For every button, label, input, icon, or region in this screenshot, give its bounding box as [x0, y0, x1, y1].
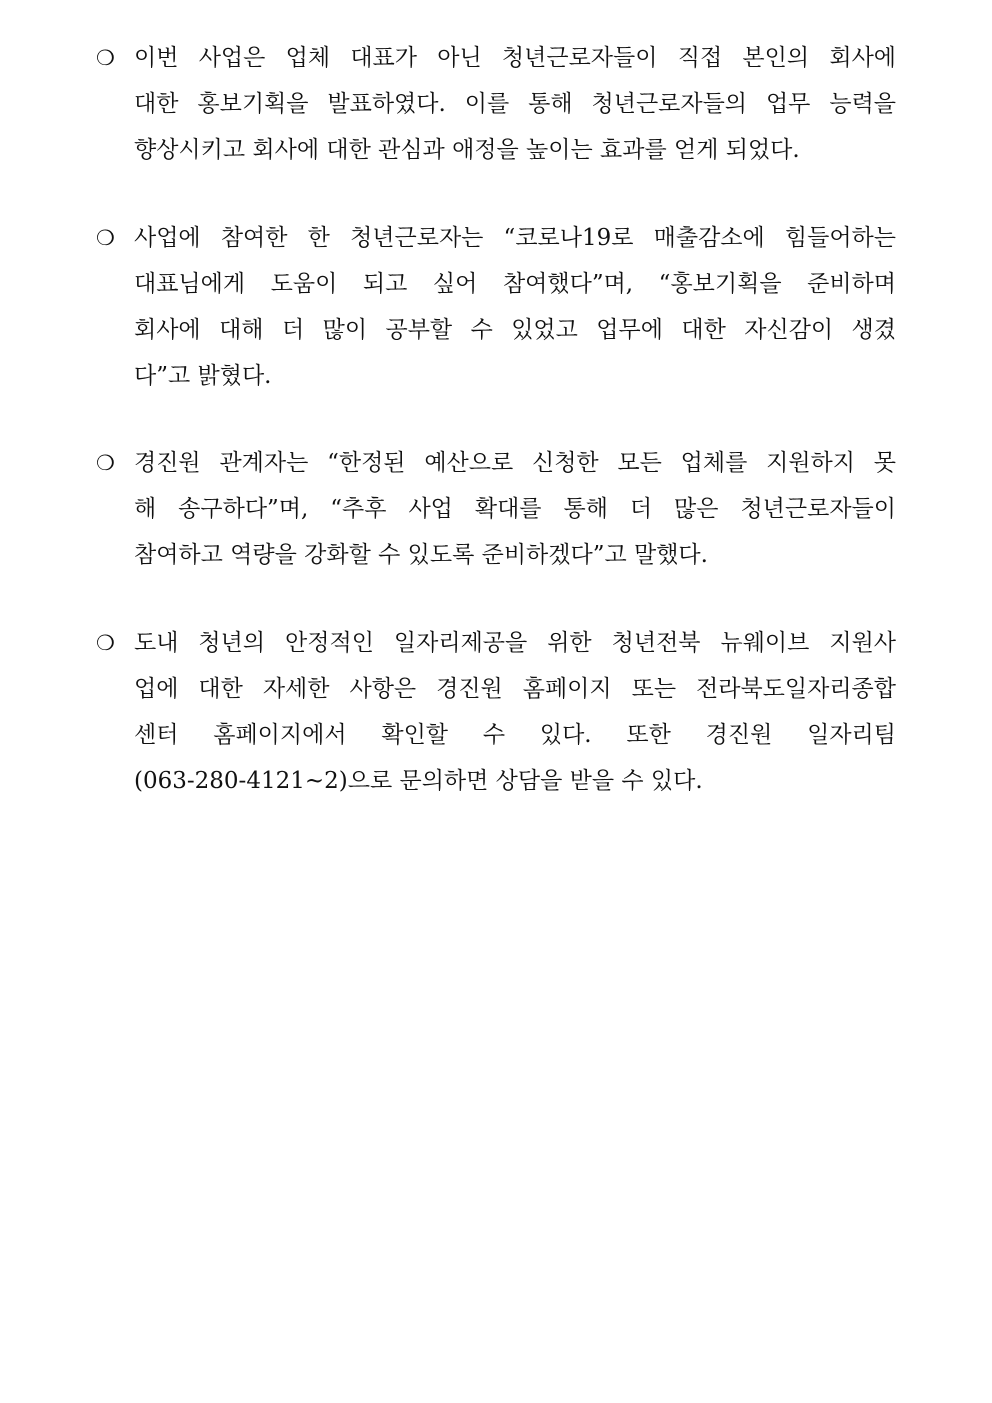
- circle-bullet-icon: ❍: [96, 451, 115, 475]
- paragraph-3: [96, 440, 896, 578]
- paragraph-line: 회사에 대해 더 많이 공부할 수 있었고 업무에 대한 자신감이 생겼: [134, 317, 896, 343]
- paragraph-line: 경진원 관계자는 “한정된 예산으로 신청한 모든 업체를 지원하지 못: [134, 450, 896, 476]
- paragraph-line: 대한 홍보기획을 발표하였다. 이를 통해 청년근로자들의 업무 능력을: [134, 91, 896, 117]
- paragraph-2: [96, 215, 896, 399]
- paragraph-line: 센터 홈페이지에서 확인할 수 있다. 또한 경진원 일자리팀: [134, 722, 896, 748]
- paragraph-line: 대표님에게 도움이 되고 싶어 참여했다”며, “홍보기획을 준비하며: [134, 271, 896, 297]
- paragraph-4: [96, 620, 896, 804]
- paragraph-line: (063-280-4121~2)으로 문의하면 상담을 받을 수 있다.: [134, 768, 703, 794]
- circle-bullet-icon: ❍: [96, 631, 115, 655]
- paragraph-1: [96, 35, 896, 173]
- paragraph-line: 이번 사업은 업체 대표가 아닌 청년근로자들이 직접 본인의 회사에: [134, 45, 896, 71]
- paragraph-line: 사업에 참여한 한 청년근로자는 “코로나19로 매출감소에 힘들어하는: [134, 225, 896, 251]
- circle-bullet-icon: ❍: [96, 46, 115, 70]
- paragraph-line: 다”고 밝혔다.: [134, 363, 272, 389]
- paragraph-line: 해 송구하다”며, “추후 사업 확대를 통해 더 많은 청년근로자들이: [134, 496, 896, 522]
- paragraph-line: 향상시키고 회사에 대한 관심과 애정을 높이는 효과를 얻게 되었다.: [134, 137, 800, 163]
- paragraph-line: 도내 청년의 안정적인 일자리제공을 위한 청년전북 뉴웨이브 지원사: [134, 630, 897, 656]
- paragraph-line: 참여하고 역량을 강화할 수 있도록 준비하겠다”고 말했다.: [134, 542, 708, 568]
- paragraph-line: 업에 대한 자세한 사항은 경진원 홈페이지 또는 전라북도일자리종합: [134, 676, 896, 702]
- circle-bullet-icon: ❍: [96, 226, 115, 250]
